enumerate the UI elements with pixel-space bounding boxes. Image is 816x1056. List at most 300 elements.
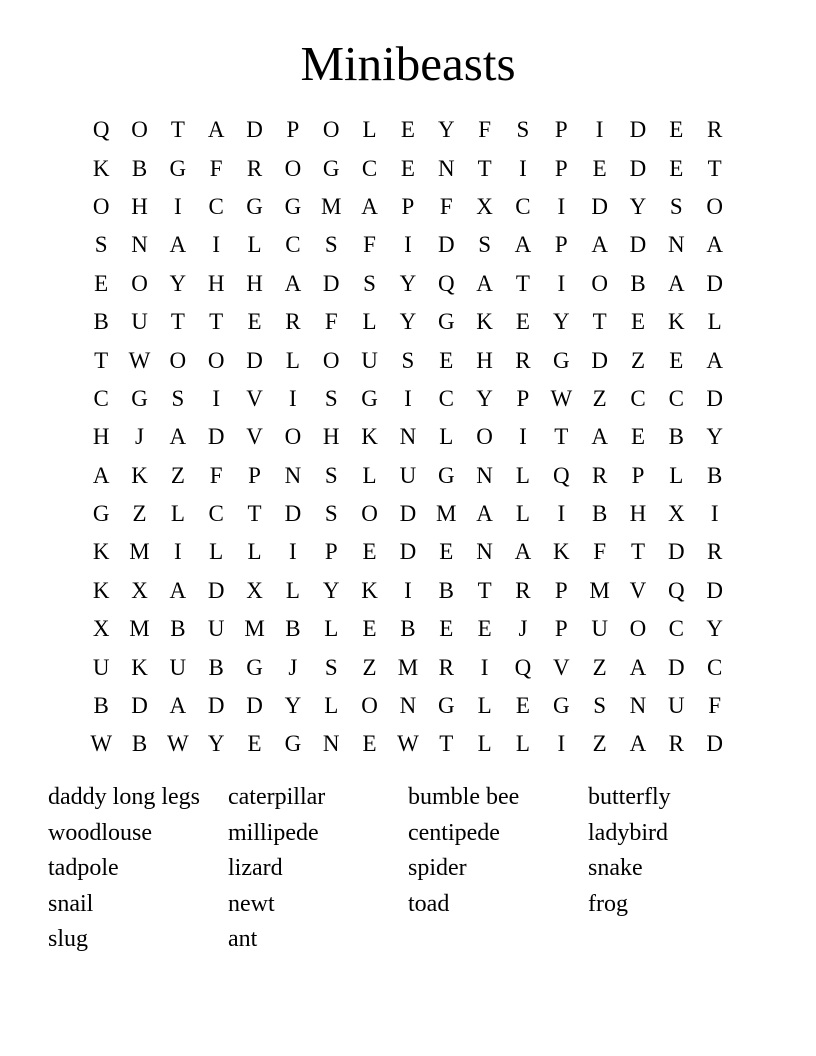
grid-row	[82, 533, 734, 571]
grid-letter: P	[554, 616, 568, 642]
grid-letter: S	[401, 347, 415, 373]
grid-letter: E	[362, 731, 377, 757]
grid-letter: E	[439, 347, 454, 373]
grid-letter: A	[284, 270, 302, 296]
grid-letter: E	[477, 616, 492, 642]
grid-letter: Y	[207, 731, 225, 757]
grid-row	[82, 725, 734, 763]
grid-letter: F	[439, 193, 453, 219]
grid-row	[82, 226, 734, 264]
grid-letter: W	[550, 385, 573, 411]
grid-letter: I	[289, 539, 297, 565]
grid-letter: G	[131, 385, 148, 411]
grid-letter: G	[437, 693, 455, 719]
grid-letter: B	[591, 501, 608, 527]
grid-letter: Y	[399, 270, 417, 296]
grid-letter: P	[554, 577, 568, 603]
grid-letter: L	[362, 309, 377, 335]
grid-letter: Y	[284, 693, 302, 719]
grid-letter: R	[438, 654, 454, 680]
grid-letter: X	[668, 501, 685, 527]
page-title: Minibeasts	[300, 36, 516, 91]
grid-row	[82, 149, 734, 187]
grid-row	[82, 687, 734, 725]
grid-letter: A	[514, 232, 532, 258]
grid-letter: B	[707, 462, 723, 488]
grid-letter: R	[668, 731, 684, 757]
grid-letter: O	[361, 501, 378, 527]
grid-letter: K	[552, 539, 570, 565]
grid-letter: I	[557, 193, 566, 219]
grid-letter: S	[593, 693, 607, 719]
grid-letter: D	[706, 731, 723, 757]
grid-letter: E	[630, 424, 646, 450]
grid-letter: T	[515, 270, 530, 296]
grid-letter: Q	[552, 462, 570, 488]
grid-letter: W	[167, 731, 189, 757]
grid-letter: E	[515, 309, 530, 335]
grid-letter: A	[514, 539, 532, 565]
grid-letter: B	[93, 309, 109, 335]
grid-letter: M	[436, 501, 457, 527]
grid-row	[82, 111, 734, 149]
grid-letter: N	[476, 539, 493, 565]
grid-letter: G	[246, 193, 263, 219]
grid-row	[82, 648, 734, 686]
grid-letter: I	[710, 501, 719, 527]
grid-letter: J	[288, 654, 298, 680]
grid-letter: Y	[437, 117, 455, 143]
grid-letter: S	[478, 232, 491, 258]
grid-letter: E	[439, 616, 454, 642]
word-list-item: slug	[48, 926, 89, 952]
grid-letter: T	[439, 731, 454, 757]
grid-letter: D	[207, 693, 225, 719]
grid-letter: B	[668, 424, 684, 450]
word-list-item: woodlouse	[48, 819, 152, 846]
grid-letter: E	[247, 731, 262, 757]
grid-letter: K	[361, 577, 378, 603]
word-list-item: frog	[588, 890, 628, 917]
grid-letter: E	[94, 270, 109, 296]
word-list-item: tadpole	[48, 855, 119, 881]
grid-letter: L	[707, 309, 722, 335]
word-list-item: spider	[408, 855, 467, 881]
grid-letter: R	[515, 347, 531, 373]
grid-letter: T	[209, 309, 224, 335]
word-list-item: toad	[408, 890, 450, 917]
grid-letter: A	[169, 693, 187, 719]
grid-letter: R	[285, 309, 301, 335]
grid-letter: N	[284, 462, 302, 488]
grid-letter: R	[246, 155, 263, 181]
grid-letter: K	[131, 462, 148, 488]
grid-letter: B	[131, 731, 148, 757]
grid-letter: A	[591, 424, 608, 450]
grid-letter: Y	[552, 309, 570, 335]
grid-letter: S	[669, 193, 683, 219]
grid-letter: G	[284, 731, 302, 757]
grid-row	[82, 495, 734, 533]
grid-letter: T	[477, 155, 492, 181]
grid-letter: O	[361, 693, 378, 719]
grid-letter: A	[476, 501, 493, 527]
grid-letter: F	[708, 693, 722, 719]
grid-letter: S	[363, 270, 376, 296]
grid-letter: D	[668, 539, 685, 565]
grid-letter: D	[629, 155, 647, 181]
grid-letter: I	[557, 501, 566, 527]
grid-letter: R	[591, 462, 608, 488]
grid-letter: I	[174, 193, 182, 219]
grid-letter: C	[438, 385, 454, 411]
grid-letter: P	[554, 117, 568, 143]
grid-letter: A	[668, 270, 685, 296]
grid-letter: G	[552, 347, 570, 373]
grid-letter: U	[668, 693, 685, 719]
grid-letter: U	[591, 616, 608, 642]
grid-letter: E	[362, 616, 377, 642]
grid-row	[82, 188, 734, 226]
grid-letter: O	[92, 193, 110, 219]
grid-letter: K	[92, 155, 110, 181]
grid-letter: T	[707, 155, 722, 181]
grid-letter: Y	[322, 577, 340, 603]
grid-letter: A	[169, 232, 187, 258]
grid-letter: Q	[514, 654, 532, 680]
grid-letter: D	[706, 385, 723, 411]
grid-letter: S	[516, 117, 530, 143]
grid-letter: D	[591, 347, 608, 373]
grid-letter: O	[476, 424, 493, 450]
grid-letter: I	[557, 731, 566, 757]
grid-letter: E	[400, 117, 415, 143]
grid-letter: Z	[592, 385, 607, 411]
grid-letter: D	[399, 501, 417, 527]
word-list-item: butterfly	[588, 784, 671, 810]
grid-row	[82, 265, 734, 303]
grid-letter: T	[592, 309, 607, 335]
grid-letter: D	[591, 193, 608, 219]
grid-letter: J	[135, 424, 144, 450]
grid-row	[82, 572, 734, 610]
grid-letter: M	[589, 577, 610, 603]
grid-letter: Z	[170, 462, 185, 488]
word-list-item: snail	[48, 890, 94, 917]
grid-letter: E	[247, 309, 262, 335]
grid-letter: T	[554, 424, 569, 450]
grid-letter: A	[361, 193, 378, 219]
grid-letter: F	[209, 462, 223, 488]
grid-letter: V	[552, 654, 570, 680]
grid-letter: L	[209, 539, 224, 565]
grid-letter: T	[94, 347, 109, 373]
grid-letter: L	[362, 117, 377, 143]
grid-letter: P	[286, 117, 300, 143]
grid-letter: L	[477, 693, 492, 719]
grid-letter: D	[629, 232, 647, 258]
grid-letter: K	[92, 577, 110, 603]
grid-letter: Q	[668, 577, 685, 603]
grid-letter: C	[208, 501, 224, 527]
grid-letter: G	[552, 693, 570, 719]
grid-letter: P	[631, 462, 645, 488]
grid-letter: U	[207, 616, 225, 642]
grid-letter: D	[284, 501, 302, 527]
grid-letter: T	[247, 501, 262, 527]
grid-letter: J	[518, 616, 528, 642]
grid-letter: N	[629, 693, 647, 719]
grid-letter: C	[285, 232, 301, 258]
grid-letter: A	[706, 232, 723, 258]
grid-letter: O	[169, 347, 187, 373]
grid-letter: L	[477, 731, 492, 757]
grid-letter: A	[207, 117, 225, 143]
grid-letter: P	[324, 539, 338, 565]
grid-letter: Q	[437, 270, 455, 296]
grid-letter: I	[212, 232, 221, 258]
grid-letter: H	[246, 270, 263, 296]
grid-letter: U	[399, 462, 417, 488]
grid-letter: Z	[362, 654, 377, 680]
grid-letter: Z	[630, 347, 646, 373]
grid-letter: B	[170, 616, 186, 642]
grid-letter: E	[592, 155, 607, 181]
grid-letter: L	[515, 731, 530, 757]
grid-letter: X	[246, 577, 263, 603]
grid-letter: D	[246, 693, 263, 719]
grid-letter: I	[595, 117, 604, 143]
grid-letter: X	[476, 193, 493, 219]
word-list-item: bumble bee	[408, 784, 520, 810]
grid-letter: L	[324, 693, 339, 719]
grid-letter: M	[397, 654, 419, 680]
grid-letter: O	[131, 117, 148, 143]
grid-letter: D	[399, 539, 417, 565]
grid-letter: R	[707, 117, 723, 143]
grid-letter: G	[437, 309, 455, 335]
word-list-item: snake	[588, 855, 643, 881]
grid-letter: W	[90, 731, 113, 757]
grid-letter: W	[397, 731, 419, 757]
grid-letter: T	[170, 309, 185, 335]
grid-letter: O	[322, 347, 340, 373]
grid-letter: N	[437, 155, 455, 181]
grid-letter: L	[170, 501, 185, 527]
grid-letter: A	[629, 731, 647, 757]
word-list	[48, 780, 768, 958]
grid-letter: F	[478, 117, 491, 143]
grid-letter: M	[129, 616, 150, 642]
grid-letter: I	[404, 232, 412, 258]
letter-grid	[82, 111, 734, 764]
grid-letter: Y	[629, 193, 647, 219]
grid-letter: X	[131, 577, 148, 603]
grid-letter: B	[285, 616, 301, 642]
grid-letter: E	[515, 693, 530, 719]
grid-letter: L	[285, 577, 300, 603]
grid-letter: L	[285, 347, 300, 373]
grid-letter: X	[92, 616, 110, 642]
grid-letter: O	[706, 193, 723, 219]
grid-letter: S	[94, 232, 108, 258]
grid-letter: N	[131, 232, 148, 258]
grid-letter: I	[289, 385, 297, 411]
grid-row	[82, 341, 734, 379]
grid-letter: D	[322, 270, 340, 296]
grid-letter: I	[557, 270, 566, 296]
grid-letter: D	[246, 117, 263, 143]
grid-row	[82, 457, 734, 495]
word-list-item: ladybird	[588, 819, 668, 846]
grid-row	[82, 303, 734, 341]
grid-letter: E	[669, 155, 684, 181]
grid-letter: F	[363, 232, 376, 258]
grid-letter: E	[400, 155, 415, 181]
grid-letter: V	[246, 424, 263, 450]
grid-letter: C	[668, 385, 684, 411]
grid-letter: R	[515, 577, 531, 603]
grid-letter: H	[207, 270, 225, 296]
grid-letter: L	[515, 462, 530, 488]
grid-letter: B	[131, 155, 148, 181]
word-list-item: ant	[228, 926, 258, 952]
grid-letter: C	[93, 385, 109, 411]
grid-letter: B	[438, 577, 454, 603]
grid-letter: H	[629, 501, 647, 527]
grid-letter: E	[669, 347, 684, 373]
grid-letter: L	[247, 539, 262, 565]
grid-letter: K	[361, 424, 378, 450]
grid-row	[82, 610, 734, 648]
grid-letter: L	[515, 501, 530, 527]
grid-letter: I	[480, 654, 489, 680]
grid-letter: B	[208, 654, 224, 680]
grid-letter: C	[668, 616, 684, 642]
grid-letter: O	[591, 270, 608, 296]
grid-letter: Y	[706, 424, 723, 450]
grid-letter: O	[629, 616, 647, 642]
grid-letter: A	[92, 462, 110, 488]
grid-letter: P	[554, 232, 568, 258]
grid-letter: V	[629, 577, 647, 603]
grid-row	[82, 418, 734, 456]
grid-letter: N	[668, 232, 685, 258]
grid-letter: G	[169, 155, 187, 181]
grid-letter: K	[476, 309, 493, 335]
grid-letter: L	[439, 424, 454, 450]
grid-letter: Z	[592, 731, 607, 757]
word-list-item: millipede	[228, 819, 319, 846]
grid-letter: D	[131, 693, 148, 719]
grid-letter: T	[170, 117, 185, 143]
grid-letter: M	[321, 193, 342, 219]
grid-letter: I	[519, 424, 527, 450]
grid-letter: F	[209, 155, 223, 181]
grid-letter: S	[324, 385, 338, 411]
grid-letter: I	[174, 539, 182, 565]
grid-letter: S	[171, 385, 185, 411]
grid-letter: N	[399, 693, 417, 719]
grid-letter: S	[324, 501, 338, 527]
word-list-item: daddy long legs	[48, 784, 200, 810]
grid-letter: Y	[399, 309, 417, 335]
grid-letter: A	[476, 270, 493, 296]
grid-letter: D	[668, 654, 685, 680]
grid-letter: V	[246, 385, 263, 411]
grid-letter: Y	[706, 616, 723, 642]
grid-letter: N	[322, 731, 340, 757]
grid-letter: T	[477, 577, 492, 603]
grid-letter: O	[131, 270, 148, 296]
grid-letter: A	[629, 654, 647, 680]
grid-letter: I	[519, 155, 527, 181]
grid-letter: G	[284, 193, 302, 219]
grid-letter: I	[404, 385, 412, 411]
grid-letter: B	[400, 616, 416, 642]
word-list-item: caterpillar	[228, 784, 326, 810]
grid-letter: P	[516, 385, 530, 411]
grid-letter: D	[629, 117, 647, 143]
grid-letter: C	[208, 193, 224, 219]
grid-letter: F	[324, 309, 338, 335]
grid-letter: U	[131, 309, 148, 335]
grid-letter: F	[593, 539, 607, 565]
grid-letter: L	[247, 232, 262, 258]
grid-letter: N	[399, 424, 417, 450]
grid-letter: B	[630, 270, 646, 296]
grid-letter: U	[169, 654, 187, 680]
grid-letter: H	[476, 347, 493, 373]
grid-letter: H	[322, 424, 340, 450]
grid-letter: Y	[476, 385, 493, 411]
grid-letter: D	[207, 424, 225, 450]
word-list-item: centipede	[408, 819, 500, 846]
grid-letter: T	[630, 539, 646, 565]
grid-letter: S	[324, 232, 338, 258]
grid-letter: D	[246, 347, 263, 373]
grid-letter: D	[437, 232, 455, 258]
grid-letter: D	[706, 577, 723, 603]
grid-letter: R	[707, 539, 723, 565]
grid-letter: K	[668, 309, 685, 335]
grid-row	[82, 380, 734, 418]
grid-letter: I	[212, 385, 221, 411]
grid-letter: S	[324, 654, 338, 680]
grid-letter: B	[93, 693, 109, 719]
grid-letter: U	[92, 654, 110, 680]
grid-letter: G	[92, 501, 110, 527]
grid-letter: A	[706, 347, 723, 373]
grid-letter: P	[248, 462, 261, 488]
grid-letter: O	[322, 117, 340, 143]
grid-letter: G	[246, 654, 263, 680]
grid-letter: W	[128, 347, 151, 373]
grid-letter: C	[361, 155, 378, 181]
grid-letter: H	[131, 193, 148, 219]
grid-letter: Z	[132, 501, 147, 527]
grid-letter: G	[322, 155, 340, 181]
grid-letter: G	[437, 462, 455, 488]
grid-letter: L	[362, 462, 377, 488]
grid-letter: A	[591, 232, 608, 258]
grid-letter: C	[707, 654, 723, 680]
grid-letter: C	[630, 385, 646, 411]
grid-letter: P	[401, 193, 415, 219]
grid-letter: S	[324, 462, 338, 488]
grid-letter: C	[515, 193, 531, 219]
word-list-item: lizard	[228, 855, 283, 881]
